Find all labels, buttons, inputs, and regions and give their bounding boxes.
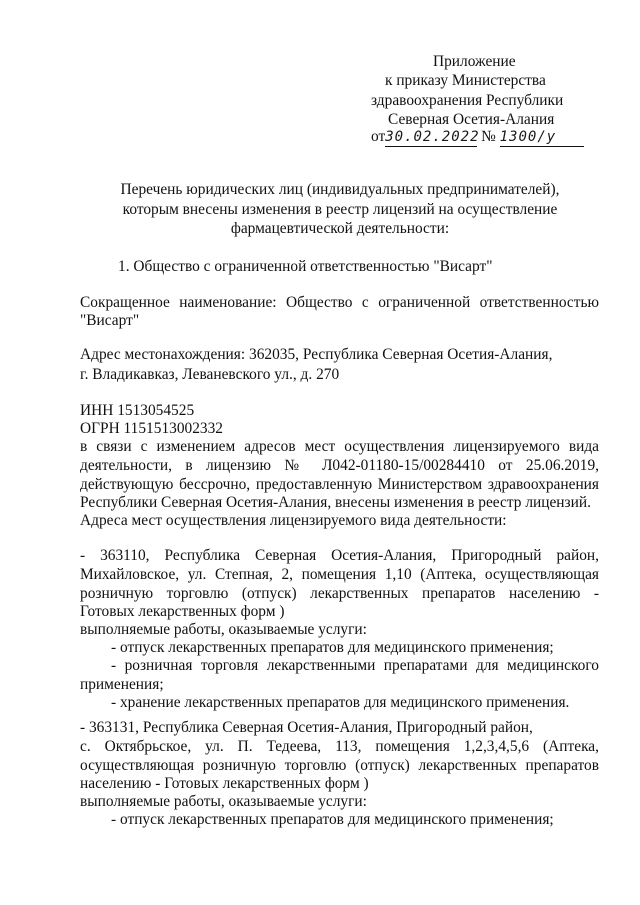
list-title-line1: Перечень юридических лиц (индивидуальных предпринимателей), xyxy=(120,181,560,198)
place2-service1: - отпуск лекарственных препаратов для медицинского применения; xyxy=(111,811,554,828)
number-prefix: № xyxy=(481,128,496,145)
place1-line1: - 363110, Республика Северная Осетия-Алания, Пригородный район, xyxy=(80,547,599,564)
handwritten-date: 30.02.2022 xyxy=(385,129,480,145)
place2-line1: - 363131, Республика Северная Осетия-Алания, Пригородный район, xyxy=(80,719,533,736)
place1-service1: - отпуск лекарственных препаратов для медицинского применения; xyxy=(111,639,554,656)
address-line2: г. Владикавказ, Леваневского ул., д. 270 xyxy=(80,366,340,383)
short-name-line1: Сокращенное наименование: Общество с ограниченной ответственностью xyxy=(80,294,599,311)
place2-line3: осуществляющая розничную торговлю (отпуск) лекарственных препаратов xyxy=(80,757,599,774)
change-line4: Республики Северная Осетия-Алания, внесены изменения в реестр лицензий. xyxy=(80,494,591,511)
place1-line4: Готовых лекарственных форм ) xyxy=(80,603,285,620)
order-line: к приказу Министерства xyxy=(385,72,546,89)
place1-works-label: выполняемые работы, оказываемые услуги: xyxy=(80,621,367,638)
place2-works-label: выполняемые работы, оказываемые услуги: xyxy=(80,793,367,810)
addresses-heading: Адреса мест осуществления лицензируемого вида деятельности: xyxy=(80,512,507,529)
from-prefix: от xyxy=(371,128,386,145)
place1-line2: Михайловское, ул. Степная, 2, помещения 1,10 (Аптека, осуществляющая xyxy=(80,566,599,583)
entity-heading: 1. Общество с ограниченной ответственностью "Висарт" xyxy=(118,258,493,275)
place1-line3: розничную торговлю (отпуск) лекарственных препаратов населению - xyxy=(80,585,599,602)
ministry-line: здравоохранения Республики xyxy=(371,92,564,109)
change-line2: деятельности, в лицензию № Л042-01180-15/00284410 от 25.06.2019, xyxy=(80,457,599,474)
address-line1: Адрес местонахождения: 362035, Республика Северная Осетия-Алания, xyxy=(80,346,553,363)
change-line1: в связи с изменением адресов мест осуществления лицензируемого вида xyxy=(80,438,599,455)
place1-service2-line2: применения; xyxy=(80,676,164,693)
ogrn: ОГРН 1151513002332 xyxy=(80,420,224,437)
place2-line4: населению - Готовых лекарственных форм ) xyxy=(80,775,369,792)
inn: ИНН 1513054525 xyxy=(80,402,195,419)
handwritten-number: 1300/у xyxy=(500,128,584,147)
list-title-line3: фармацевтической деятельности: xyxy=(230,220,450,237)
republic-line: Северная Осетия-Алания xyxy=(388,111,555,128)
place1-service3: - хранение лекарственных препаратов для медицинского применения. xyxy=(111,694,570,711)
appendix-label: Приложение xyxy=(433,53,516,70)
short-name-line2: "Висарт" xyxy=(80,312,140,329)
order-date-number xyxy=(371,128,584,147)
change-line3: действующую бессрочно, предоставленную Министерством здравоохранения xyxy=(80,476,599,493)
place1-service2-line1: - розничная торговля лекарственными препаратами для медицинского xyxy=(111,657,599,674)
list-title-line2: которым внесены изменения в реестр лицензий на осуществление xyxy=(122,201,558,218)
place2-line2: с. Октябрьское, ул. П. Тедеева, 113, помещения 1,2,3,4,5,6 (Аптека, xyxy=(80,738,599,755)
